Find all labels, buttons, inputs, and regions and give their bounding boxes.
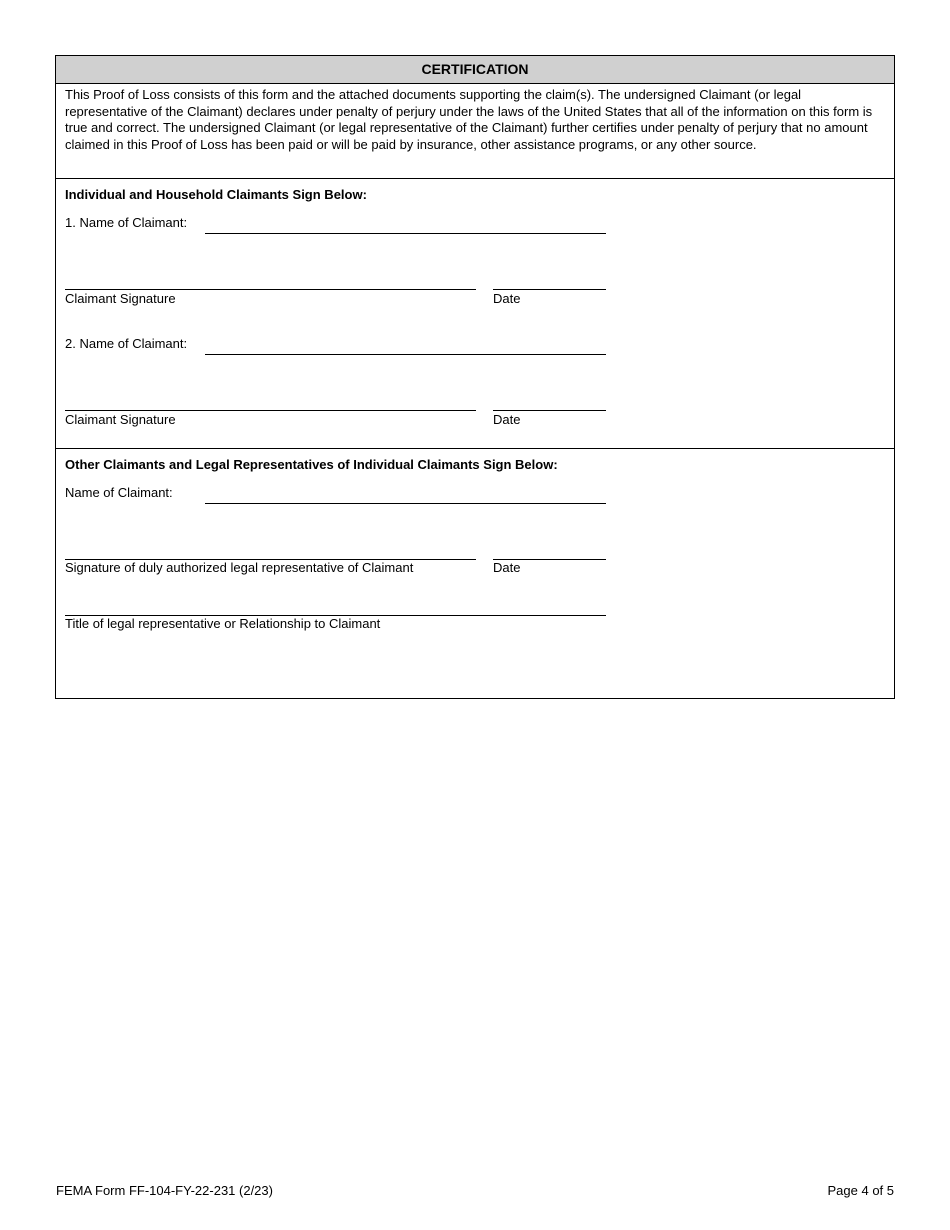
other-claimant-name-field[interactable] xyxy=(205,503,606,504)
claimant1-date-label: Date xyxy=(493,291,521,306)
claimant2-name-label: 2. Name of Claimant: xyxy=(65,336,188,351)
claimant2-signature-field[interactable] xyxy=(65,410,476,411)
section-title: CERTIFICATION xyxy=(56,56,894,84)
form-identifier: FEMA Form FF-104-FY-22-231 (2/23) xyxy=(56,1183,273,1198)
certification-form xyxy=(55,55,895,699)
certification-statement: This Proof of Loss consists of this form and the attached documents supporting the claim(s). The undersigned Claimant (or legal representative of the Claimant) declares under penalty of perjury under the laws of the United States that all of the information on this form is true and correct. The undersigned Claimant (or legal representative of the Claimant) further certifies under penalty of perjury that no amount claimed in this Proof of Loss has been paid or will be paid by insurance, other assistance programs, or any other source. xyxy=(65,87,873,153)
claimant1-signature-field[interactable] xyxy=(65,289,476,290)
claimant1-signature-label: Claimant Signature xyxy=(65,291,176,306)
section-divider xyxy=(56,178,894,179)
claimant1-name-label: 1. Name of Claimant: xyxy=(65,215,188,230)
claimant2-name-field[interactable] xyxy=(205,354,606,355)
representative-date-label: Date xyxy=(493,560,521,575)
representative-signature-label: Signature of duly authorized legal representative of Claimant xyxy=(65,560,414,575)
claimant1-date-field[interactable] xyxy=(493,289,606,290)
individual-section-heading: Individual and Household Claimants Sign Below: xyxy=(65,187,367,202)
representative-title-label: Title of legal representative or Relationship to Claimant xyxy=(65,616,381,631)
claimant2-signature-label: Claimant Signature xyxy=(65,412,176,427)
claimant1-name-field[interactable] xyxy=(205,233,606,234)
claimant2-date-field[interactable] xyxy=(493,410,606,411)
other-claimant-name-label: Name of Claimant: xyxy=(65,485,173,500)
claimant2-date-label: Date xyxy=(493,412,521,427)
page-number: Page 4 of 5 xyxy=(827,1183,894,1198)
section-divider xyxy=(56,448,894,449)
other-section-heading: Other Claimants and Legal Representatives of Individual Claimants Sign Below: xyxy=(65,457,558,472)
